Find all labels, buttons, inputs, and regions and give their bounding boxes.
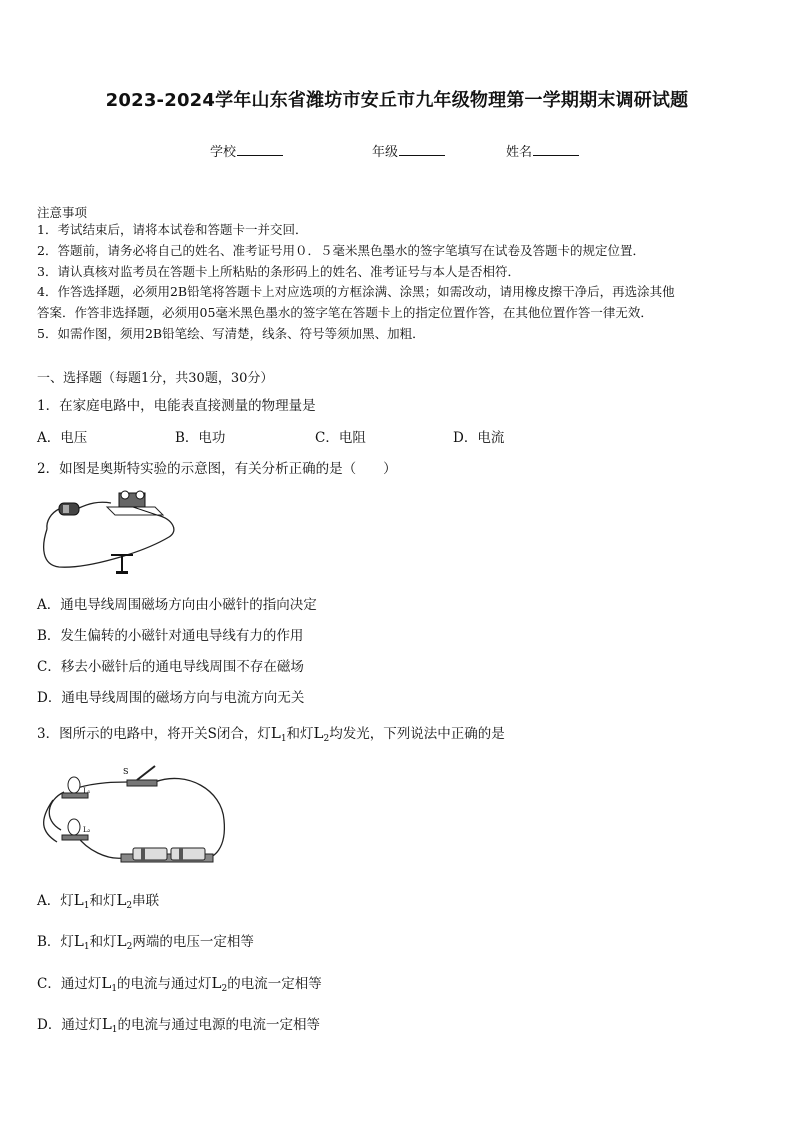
question-2-stem: 2．如图是奥斯特实验的示意图，有关分析正确的是（ ） [37,461,397,477]
q3-option-b[interactable]: B．灯$L_1$和灯$L_2$两端的电压一定相等 [37,932,254,952]
school-field[interactable] [210,141,283,160]
lamp2-label: L₂ [83,826,91,834]
grade-label: 年级 [372,145,399,160]
q3-option-a[interactable]: A．灯$L_1$和灯$L_2$串联 [37,891,160,911]
page-title: 2023-2024学年山东省潍坊市安丘市九年级物理第一学期期末调研试题 [105,90,689,111]
school-label: 学校 [210,145,237,160]
notice-item: 4．作答选择题，必须用2B铅笔将答题卡上对应选项的方框涂满、涂黑；如需改动，请用橡皮擦干净后，再选涂其他 [37,284,675,300]
q2-option-c[interactable]: C．移去小磁针后的通电导线周围不存在磁场 [37,659,304,675]
school-blank[interactable] [237,143,283,156]
q1-option-c[interactable]: C．电阻 [315,430,366,446]
q2-option-d[interactable]: D．通电导线周围的磁场方向与电流方向无关 [37,690,305,706]
notice-item: 2．答题前，请务必将自己的姓名、准考证号用０．５毫米黑色墨水的签字笔填写在试卷及答题卡的规定位置． [37,242,645,258]
notice-list [37,220,675,345]
q3-option-c[interactable]: C．通过灯$L_1$的电流与通过灯$L_2$的电流一定相等 [37,974,322,994]
q2-option-a[interactable]: A．通电导线周围磁场方向由小磁针的指向决定 [37,597,317,613]
question-3-stem: 3．图所示的电路中，将开关S闭合，灯$L_1$和灯$L_2$均发光，下列说法中正确的是 [37,724,505,744]
lamp1-label: L₁ [83,787,91,795]
notice-item: 1．考试结束后，请将本试卷和答题卡一并交回． [37,222,308,237]
grade-field[interactable] [372,141,445,160]
section-heading: 一、选择题（每题1分，共30题，30分） [37,371,274,386]
q3-option-d[interactable]: D．通过灯$L_1$的电流与通过电源的电流一定相等 [37,1015,321,1035]
switch-label: S [123,767,129,776]
grade-blank[interactable] [399,143,445,156]
q1-option-d[interactable]: D．电流 [453,430,505,446]
question-1-stem: 1．在家庭电路中，电能表直接测量的物理量是 [37,398,316,414]
circuit-diagram [37,760,232,870]
notice-item: 3．请认真核对监考员在答题卡上所粘贴的条形码上的姓名、准考证号与本人是否相符． [37,263,520,279]
oersted-experiment-figure [37,485,177,580]
q2-option-b[interactable]: B．发生偏转的小磁针对通电导线有力的作用 [37,628,304,644]
q1-option-a[interactable]: A．电压 [37,430,88,446]
name-blank[interactable] [533,143,579,156]
notice-item: 5．如需作图，须用2B铅笔绘、写清楚，线条、符号等须加黑、加粗． [37,325,425,341]
notice-item: 答案．作答非选择题，必须用05毫米黑色墨水的签字笔在答题卡上的指定位置作答，在其他位置作答一律无效． [37,305,653,321]
q1-option-b[interactable]: B．电功 [175,430,226,446]
name-label: 姓名 [506,145,533,160]
name-field[interactable] [506,141,579,160]
notice-heading: 注意事项 [37,205,88,220]
